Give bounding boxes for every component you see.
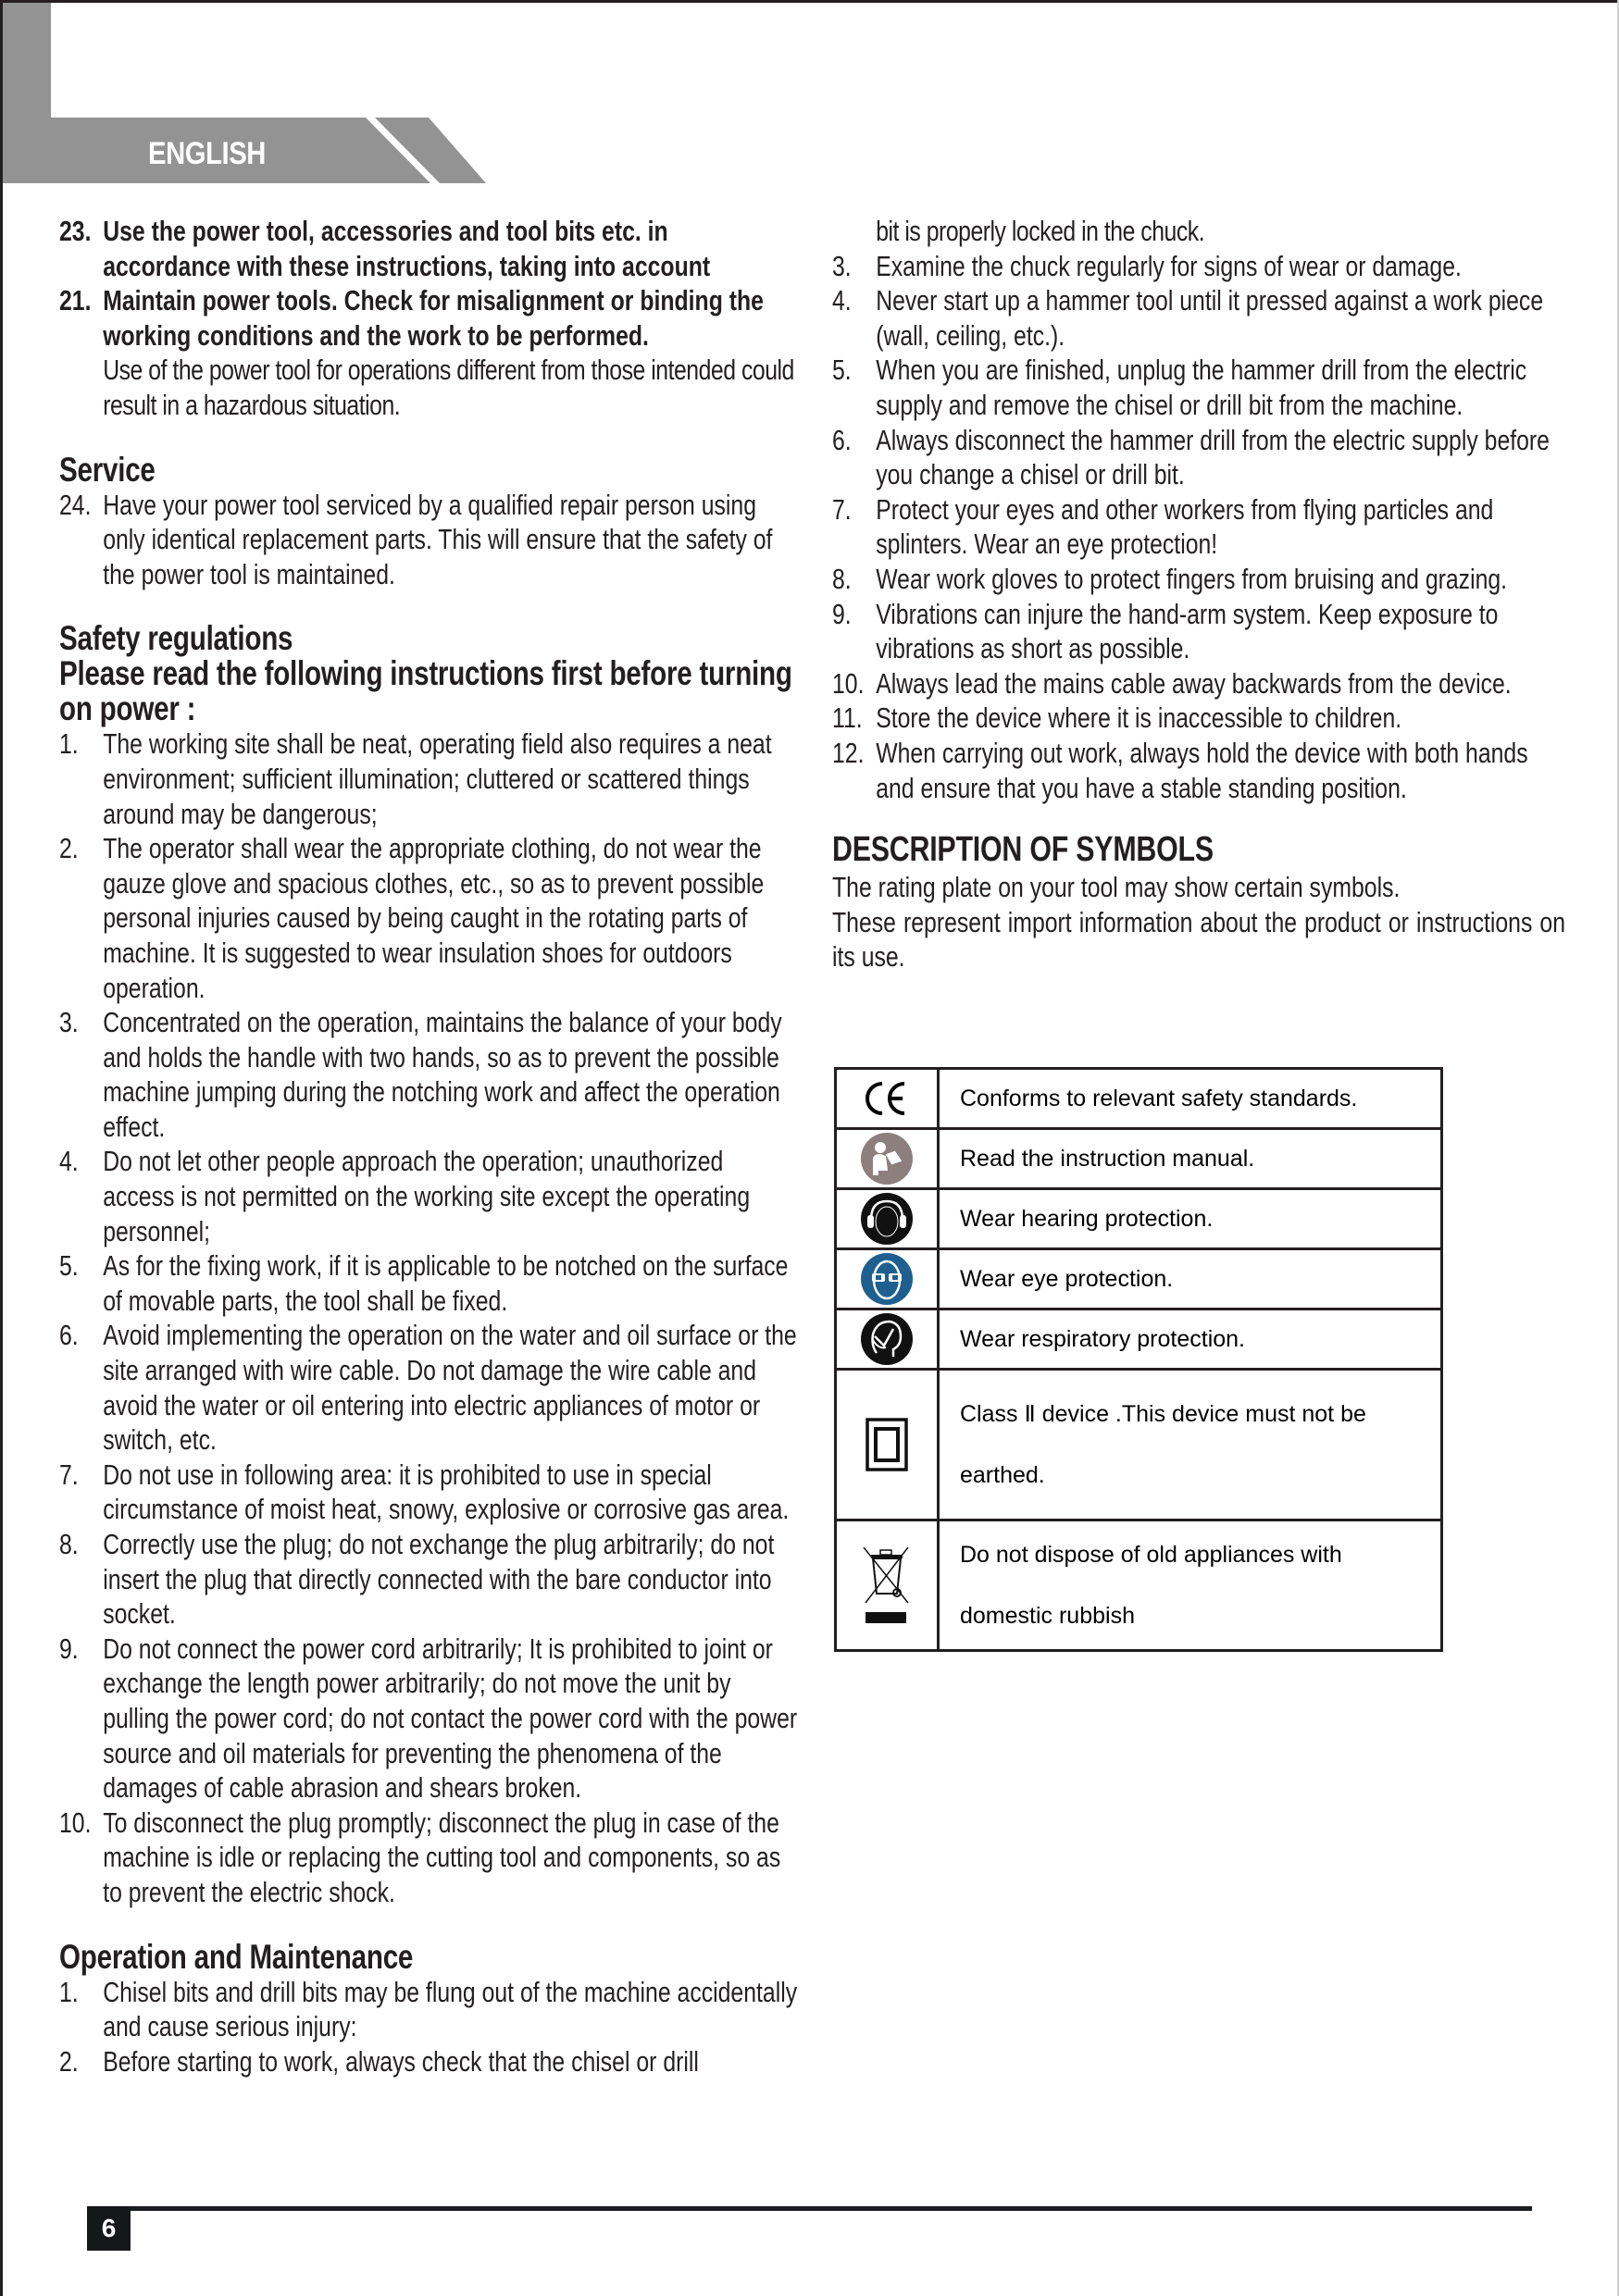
list-item xyxy=(59,1248,800,1318)
section-heading-operation: Operation and Maintenance xyxy=(59,1937,414,1976)
item-number: 10. xyxy=(59,1806,92,1839)
item-number: 1. xyxy=(59,1975,79,2008)
item-number: 6. xyxy=(832,423,852,456)
item-number: 3. xyxy=(59,1006,79,1039)
item-number: 10. xyxy=(832,666,865,700)
item-text: Do not let other people approach the operation; unauthorized access is not permitted on the working site except the operating personnel; xyxy=(103,1145,751,1247)
item-number: 2. xyxy=(59,2044,79,2078)
item-text: Before starting to work, always check that the chisel or drill xyxy=(103,2044,699,2078)
item-number: 12. xyxy=(832,736,865,769)
header-language-band xyxy=(51,118,486,183)
right-column xyxy=(832,214,1563,974)
item-text: The operator shall wear the appropriate clothing, do not wear the gauze glove and spacious clothes, etc., so as to prevent possible personal injuries caused by being caught in the rotating parts of machine. It is suggested to wear insulation shoes for outdoors operation. xyxy=(103,832,765,1004)
symbol-description-line2: earthed. xyxy=(960,1462,1045,1488)
item-text: Have your power tool serviced by a qualified repair person using only identical replacement parts. This will ensure that the safety of the power tool is maintained. xyxy=(103,488,773,590)
respiratory-protection-icon xyxy=(860,1312,914,1366)
item-text: Correctly use the plug; do not exchange the plug arbitrarily; do not insert the plug that directly connected with the bare conductor into socket. xyxy=(103,1528,775,1631)
item-text: Examine the chuck regularly for signs of wear or damage. xyxy=(876,249,1462,282)
item-text: Never start up a hammer tool until it pressed against a work piece (wall, ceiling, etc.). xyxy=(876,284,1544,352)
header-vertical-bar xyxy=(3,3,51,183)
item-number: 4. xyxy=(59,1145,79,1178)
item-number: 23. xyxy=(59,215,92,247)
list-item xyxy=(59,831,800,1005)
item-text: Avoid implementing the operation on the water and oil surface or the site arranged with wire cable. Do not damage the wire cable and avoid the water or oil entering into electric appliances of motor or switch, etc. xyxy=(103,1319,797,1457)
item-text: When carrying out work, always hold the device with both hands and ensure that you have a stable standing position. xyxy=(876,736,1528,804)
table-row xyxy=(836,1520,1442,1651)
class-ii-icon xyxy=(866,1418,908,1471)
symbol-description-line1: Class Ⅱ device .This device must not be xyxy=(960,1401,1366,1427)
item-text: Use the power tool, accessories and tool bits etc. in accordance with these instructions, taking into account xyxy=(103,215,711,282)
item-text: As for the fixing work, if it is applicable to be notched on the surface of movable parts, the tool shall be fixed. xyxy=(103,1249,789,1317)
read-manual-icon xyxy=(860,1132,914,1185)
item-text: Wear work gloves to protect fingers from bruising and grazing. xyxy=(876,562,1508,595)
symbol-description: Wear respiratory protection. xyxy=(939,1309,1442,1370)
page-top-border xyxy=(0,0,1619,3)
eye-protection-icon xyxy=(860,1252,914,1306)
list-item xyxy=(59,1005,800,1144)
left-column xyxy=(59,214,800,2079)
page-number: 6 xyxy=(87,2206,131,2251)
list-item xyxy=(59,1632,800,1806)
item-number: 1. xyxy=(59,727,79,761)
item-number: 7. xyxy=(59,1458,79,1491)
item-number: 21. xyxy=(59,284,92,317)
item-text: Maintain power tools. Check for misalignment or binding the working conditions and the work to be performed. xyxy=(103,284,764,352)
symbol-description-line2: domestic rubbish xyxy=(960,1603,1135,1629)
item-text: To disconnect the plug promptly; disconnect the plug in case of the machine is idle or replacing the cutting tool and components, so as to prevent the electric shock. xyxy=(103,1806,781,1908)
list-item xyxy=(59,726,800,831)
item-number: 8. xyxy=(832,562,852,595)
item-text: Always disconnect the hammer drill from the electric supply before you change a chisel or drill bit. xyxy=(876,423,1550,491)
item-number: 6. xyxy=(59,1319,79,1352)
item-number: 9. xyxy=(59,1632,79,1665)
symbol-description: Wear hearing protection. xyxy=(939,1189,1442,1249)
list-item xyxy=(832,249,1565,284)
section-subheading-safety: Please read the following instructions first before turning on power : xyxy=(59,654,792,728)
list-item xyxy=(59,1527,800,1632)
list-item xyxy=(832,597,1565,666)
table-row xyxy=(836,1129,1442,1189)
list-item xyxy=(832,283,1565,353)
safety-list xyxy=(59,726,800,1909)
item-number: 4. xyxy=(832,284,852,317)
list-item xyxy=(832,701,1565,736)
continuation-text: bit is properly locked in the chuck. xyxy=(876,215,1205,247)
item-number: 7. xyxy=(832,492,852,526)
item-text: Vibrations can injure the hand-arm system. Keep exposure to vibrations as short as possible. xyxy=(876,597,1499,665)
item-text: Do not use in following area: it is prohibited to use in special circumstance of moist heat, snowy, explosive or corrosive gas area. xyxy=(103,1458,790,1526)
list-item xyxy=(832,353,1565,422)
item-number: 8. xyxy=(59,1528,79,1560)
page-left-border xyxy=(0,0,3,2296)
list-item xyxy=(59,1144,800,1248)
list-item xyxy=(59,1318,800,1457)
list-item xyxy=(59,2044,800,2079)
table-row xyxy=(836,1069,1442,1129)
general-note: Use of the power tool for operations different from those intended could result in a hazardous situation. xyxy=(103,354,794,421)
item-text: The working site shall be neat, operating field also requires a neat environment; sufficient illumination; cluttered or scattered things around may be dangerous; xyxy=(103,727,772,830)
list-item xyxy=(59,1458,800,1527)
list-item xyxy=(59,1975,800,2044)
language-label: ENGLISH xyxy=(148,136,266,171)
list-item xyxy=(59,283,800,353)
table-row xyxy=(836,1309,1442,1370)
item-text: Chisel bits and drill bits may be flung out of the machine accidentally and cause serious injury: xyxy=(103,1975,798,2043)
table-row xyxy=(836,1189,1442,1249)
table-row xyxy=(836,1370,1442,1520)
item-text: Do not connect the power cord arbitrarily; It is prohibited to joint or exchange the length power arbitrarily; do not move the unit by pulling the power cord; do not contact the power cord with the power source and oil materials for preventing the phenomena of the damages of cable abrasion and shears broken. xyxy=(103,1632,798,1805)
footer-rule xyxy=(131,2206,1532,2211)
symbol-description: Read the instruction manual. xyxy=(939,1129,1442,1189)
symbols-intro-1: The rating plate on your tool may show certain symbols. xyxy=(832,871,1401,904)
list-item xyxy=(832,492,1565,562)
item-number: 2. xyxy=(59,832,79,865)
section-heading-safety: Safety regulations xyxy=(59,619,293,658)
item-number: 11. xyxy=(832,701,863,735)
list-item xyxy=(832,666,1565,701)
list-item xyxy=(59,488,800,592)
section-heading-symbols: DESCRIPTION OF SYMBOLS xyxy=(832,830,1214,870)
item-number: 3. xyxy=(832,249,852,282)
item-text: Store the device where it is inaccessible to children. xyxy=(876,701,1402,735)
symbol-description: Wear eye protection. xyxy=(939,1249,1442,1309)
list-item xyxy=(59,214,800,283)
section-heading-service: Service xyxy=(59,450,156,489)
item-number: 24. xyxy=(59,488,92,521)
ce-mark-icon xyxy=(864,1080,910,1117)
weee-crossed-bin-icon xyxy=(862,1545,912,1625)
list-item xyxy=(59,1806,800,1910)
item-number: 5. xyxy=(832,354,852,387)
list-item xyxy=(832,423,1565,492)
item-text: Protect your eyes and other workers from flying particles and splinters. Wear an eye protection! xyxy=(876,492,1494,561)
table-row xyxy=(836,1249,1442,1309)
hearing-protection-icon xyxy=(860,1192,914,1246)
symbol-description-line1: Do not dispose of old appliances with xyxy=(960,1542,1342,1568)
symbols-table xyxy=(834,1067,1443,1652)
item-number: 5. xyxy=(59,1249,79,1283)
list-item xyxy=(832,736,1565,805)
list-item xyxy=(832,562,1565,597)
symbol-description: Conforms to relevant safety standards. xyxy=(939,1069,1442,1129)
item-text: Always lead the mains cable away backwards from the device. xyxy=(876,666,1512,700)
item-text: When you are finished, unplug the hammer drill from the electric supply and remove the chisel or drill bit from the machine. xyxy=(876,354,1527,421)
item-text: Concentrated on the operation, maintains the balance of your body and holds the handle with two hands, so as to prevent the possible machine jumping during the notching work and affect the operation effect. xyxy=(103,1006,782,1143)
symbols-intro-2: These represent import information about the product or instructions on its use. xyxy=(832,905,1565,974)
item-number: 9. xyxy=(832,597,852,630)
